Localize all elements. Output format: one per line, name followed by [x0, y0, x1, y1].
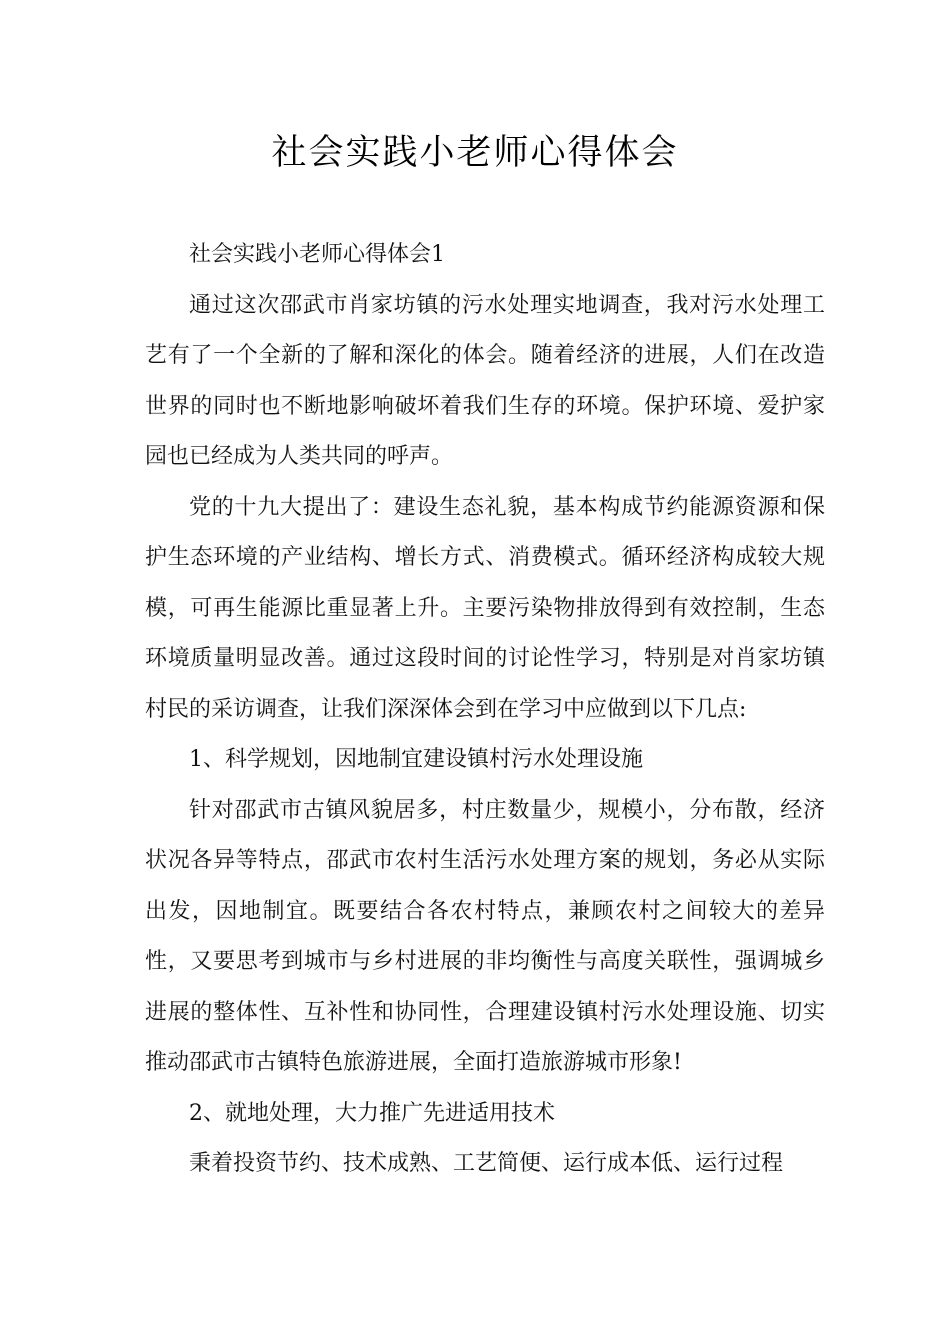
paragraph-subtitle: 社会实践小老师心得体会1 [189, 242, 445, 267]
paragraph-point-1: 针对邵武市古镇风貌居多，村庄数量少，规模小，分布散，经济状况各异等特点，邵武市农村生活污水处理方案的规划，务必从实际出发，因地制宜。既要结合各农村特点，兼顾农村之间较大的差异性，又要思考到城市与乡村进展的非均衡性与高度关联性，强调城乡进展的整体性、互补性和协同性，合理建设镇村污水处理设施、切实推动邵武市古镇特色旅游进展，全面打造旅游城市形象! [145, 797, 825, 1075]
paragraph-intro: 通过这次邵武市肖家坊镇的污水处理实地调查，我对污水处理工艺有了一个全新的了解和深化的体会。随着经济的进展，人们在改造世界的同时也不断地影响破坏着我们生存的环境。保护环境、爱护家园也已经成为人类共同的呼声。 [145, 292, 825, 469]
paragraph-policy: 党的十九大提出了：建设生态礼貌，基本构成节约能源资源和保护生态环境的产业结构、增长方式、消费模式。循环经济构成较大规模，可再生能源比重显著上升。主要污染物排放得到有效控制，生态环境质量明显改善。通过这段时间的讨论性学习，特别是对肖家坊镇村民的采访调查，让我们深深体会到在学习中应做到以下几点: [145, 494, 825, 722]
document-title: 社会实践小老师心得体会 [271, 133, 679, 173]
heading-point-2: 2、就地处理，大力推广先进适用技术 [189, 1100, 555, 1126]
paragraph-point-2: 秉着投资节约、技术成熟、工艺简便、运行成本低、运行过程 [189, 1151, 784, 1176]
document-body [145, 230, 825, 1190]
heading-point-1: 1、科学规划，因地制宜建设镇村污水处理设施 [189, 747, 643, 772]
